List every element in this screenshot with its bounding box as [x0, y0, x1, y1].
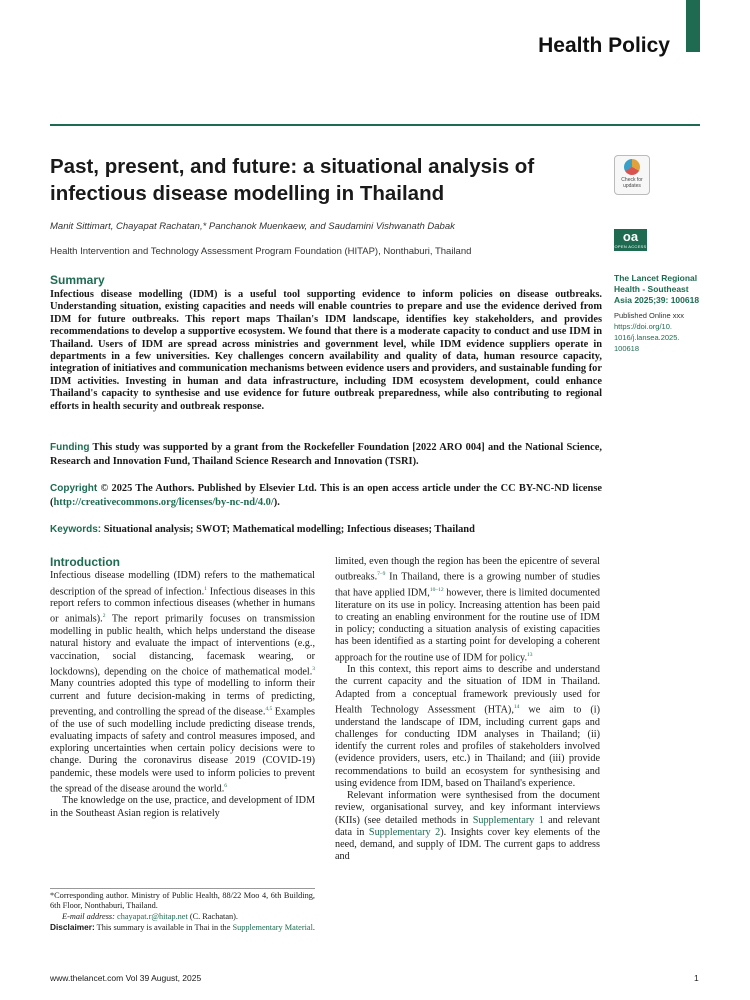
keywords-label: Keywords:	[50, 524, 102, 535]
open-access-badge	[614, 229, 647, 251]
updates-label: updates	[623, 183, 641, 189]
published-online: Published Online xxx	[614, 311, 685, 320]
reference-link[interactable]: 14	[513, 703, 520, 710]
supplementary-2-link[interactable]: Supplementary 2	[368, 826, 441, 838]
journal-citation: The Lancet Regional Health - Southeast Asia 2025;39: 100618	[614, 273, 700, 305]
crossmark-icon	[624, 159, 640, 175]
page-footer-journal: www.thelancet.com Vol 39 August, 2025	[50, 973, 202, 983]
check-for-updates-badge[interactable]	[614, 155, 650, 195]
supplementary-1-link[interactable]: Supplementary 1	[472, 814, 544, 826]
paragraph-continued: limited, even though the region has been the epicentre of several outbreaks.$^{7-9}$ In Thailand, there is a growing number of studies that have applied IDM,$^{10-12}$ however, there is limited documented literature on its use in policy. Increasing attention has been paid to creating an enabling environment for the routine use of IDM in policy; conducting a situation analysis of existing capacities has been identified as a starting point for developing a coherent approach for the routine use of IDM for policy.$^{13}$	[335, 556, 600, 663]
oa-sub-label: OPEN ACCESS	[614, 244, 647, 249]
page-number: 1	[694, 973, 699, 983]
reference-link[interactable]: 2	[102, 613, 106, 620]
author-list: Manit Sittimart, Chayapat Rachatan,* Panchanok Muenkaew, and Saudamini Vishwanath Dabak	[50, 221, 455, 232]
oa-label: oa	[622, 229, 639, 244]
reference-link[interactable]: 4,5	[265, 705, 273, 712]
reference-link[interactable]: 10–12	[429, 586, 444, 593]
summary-text: Infectious disease modelling (IDM) is a useful tool supporting evidence to inform policies on disease outbreaks. Understanding situation, existing capacities and needs will enable countries to prepare and use the evidence derived from IDM for future outbreaks. This report maps Thailan's IDM landscape, identifies key stakeholders, and provides recommendations to develop a supportive ecosystem. We found that there is a moderate capacity to conduct and use IDM in Thailand. Users of IDM are spread across ministries and government level, while IDM evidence suppliers operate in departments in a few universities. Key challenges concern availability and quality of data, human resource capacity, integration of initiatives and communication mechanisms between evidence users and providers, and sustainable funding for IDM activities. Investing in human and data infrastructure, including IDM ecosystem development, could enhance Thailand's capacity to synthesise and use evidence for future outbreak preparedness, while also contributing to regional efforts in health security and outbreak response.	[50, 289, 602, 412]
funding-text: This study was supported by a grant from the Rockefeller Foundation [2022 ARO 004] and the National Science, Research and Innovation Fund, Thailand Science Research and Innovation (TSRI).	[50, 442, 603, 467]
body-column-right	[335, 556, 600, 864]
reference-link[interactable]: 6	[224, 782, 228, 789]
reference-link[interactable]: 13	[527, 651, 533, 658]
doi-link[interactable]: https://doi.org/10. 1016/j.lansea.2025. 100618	[614, 322, 680, 353]
journal-color-bar	[686, 0, 700, 52]
intro-paragraph-2: The knowledge on the use, practice, and development of IDM in the Southeast Asian region is relatively	[50, 795, 315, 819]
check-for-label: Check for	[621, 177, 643, 183]
funding-statement	[50, 441, 602, 468]
email-line: E-mail address: chayapat.r@hitap.net (C. Rachatan).	[62, 911, 239, 921]
corresponding-author: *Corresponding author. Ministry of Public Health, 88/22 Moo 4, 6th Building, 6th Floor, Nonthaburi, Thailand.	[50, 891, 315, 911]
introduction-heading: Introduction	[50, 555, 120, 569]
keywords-text: Situational analysis; SWOT; Mathematical modelling; Infectious diseases; Thailand	[103, 524, 475, 535]
disclaimer-label: Disclaimer:	[50, 922, 95, 933]
supplementary-material-link[interactable]: Supplementary Material	[232, 923, 313, 933]
intro-paragraph-1: Infectious disease modelling (IDM) refers to the mathematical description of the spread of infection.$^1$ Infectious diseases in this report refers to common infectious diseases (whether in humans or animals).$^2$ The report primarily focuses on transmission modelling in public health, which helps understand the disease natural history and evaluate the impact of interventions (e.g., vaccination, social distancing, facemask wearing, or lockdowns), depending on the choice of mathematical model.$^3$ Many countries adopted this type of modelling to inform their current and future decision-making in terms of predicting, preventing, and controlling the spread of the disease.$^{4,5}$ Examples of the use of such modelling include predicting disease trends, evaluating impacts of safety and control measures imposed, and exploring uncertainties when certain policy decisions were to change. During the coronavirus disease 2019 (COVID-19) pandemic, these models were used to inform policies to prevent the spread of the disease around the world.$^6$	[50, 570, 315, 795]
summary-heading: Summary	[50, 273, 105, 287]
header-rule	[50, 124, 700, 126]
copyright-statement: Copyright © 2025 The Authors. Published by Elsevier Ltd. This is an open access article under the CC BY-NC-ND license (http://creativecommons.org/licenses/by-nc-nd/4.0/).	[50, 483, 602, 508]
reference-link[interactable]: 3	[312, 665, 315, 672]
article-title: Past, present, and future: a situational analysis of infectious disease modelling in Thailand	[50, 155, 535, 205]
keywords	[50, 524, 602, 535]
paragraph-methods: Relevant information were synthesised from the document review, organisational survey, and key informant interviews (KIIs) (see detailed methods in Supplementary 1 and relevant data in Supplementary 2). Insights cover key elements of the need, demand, and supply of IDM. The current gaps to address and	[335, 790, 601, 863]
license-link[interactable]: http://creativecommons.org/licenses/by-nc-nd/4.0/	[53, 496, 274, 508]
copyright-label: Copyright	[50, 483, 98, 494]
article-info-sidebar	[614, 273, 704, 354]
paragraph-aims: In this context, this report aims to describe and understand the current capacity and the situation of IDM in Thailand. Adapted from a conceptual framework previously used for Health Technology Assessment (HTA),$^{14}$ we aim to (i) understand the landscape of IDM, including current gaps and challenges for conducting IDM analyses in Thailand; (ii) identify the current roles and profiles of stakeholders involved (evidence providers, users, etc.) in Thailand; and (iii) provide recommendations to build an ecosystem for synthesising and using evidence from IDM, based on Thailand's experience.	[335, 664, 600, 789]
funding-label: Funding	[50, 442, 90, 453]
reference-link[interactable]: 7–9	[377, 571, 386, 578]
journal-section-name: Health Policy	[538, 34, 670, 57]
footnote	[50, 891, 315, 934]
reference-link[interactable]: 1	[204, 585, 207, 592]
body-column-left	[50, 556, 315, 820]
affiliation: Health Intervention and Technology Assessment Program Foundation (HITAP), Nonthaburi, Thailand	[50, 246, 472, 257]
email-link[interactable]: chayapat.r@hitap.net	[117, 911, 188, 921]
disclaimer: Disclaimer: This summary is available in Thai in the Supplementary Material.	[50, 922, 315, 933]
footnote-separator	[50, 888, 315, 889]
